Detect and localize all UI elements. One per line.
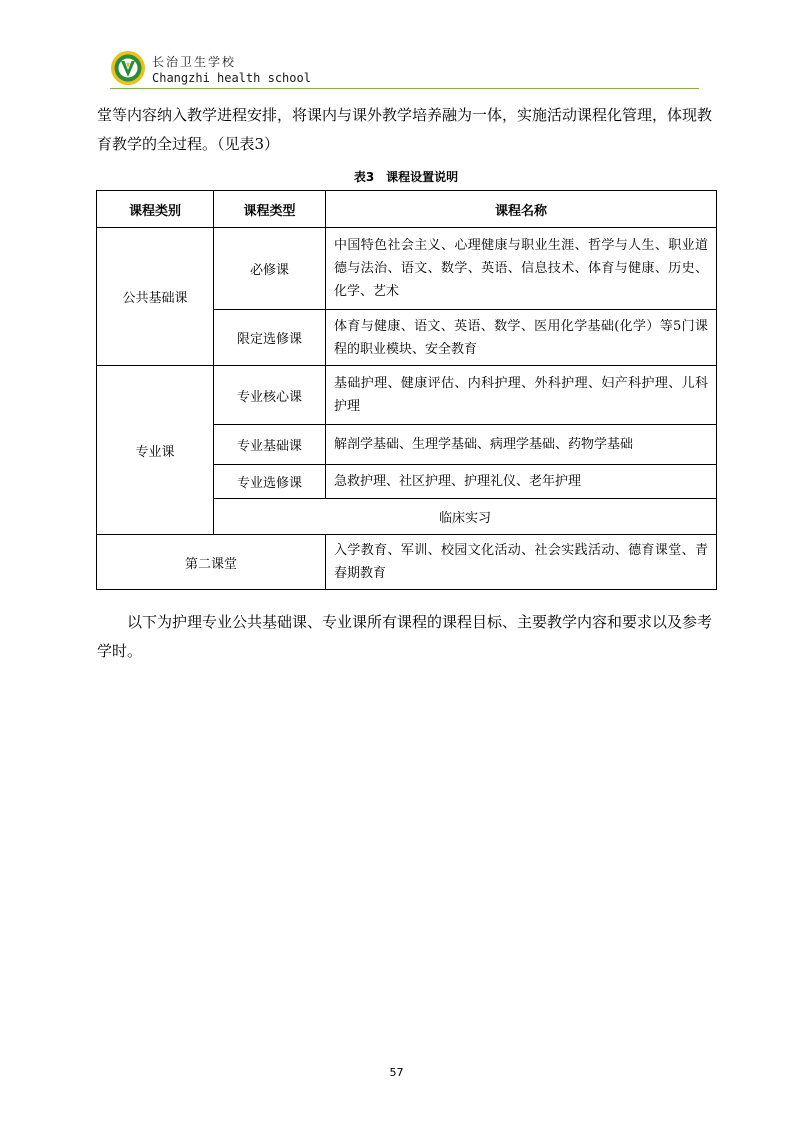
intro-paragraph: 堂等内容纳入教学进程安排，将课内与课外教学培养融为一体，实施活动课程化管理，体现教育教学的全过程。（见表3） <box>97 106 713 153</box>
page-number: 57 <box>389 1066 404 1079</box>
course-table <box>96 190 717 590</box>
type-cell: 专业核心课 <box>214 366 326 425</box>
closing-paragraph: 以下为护理专业公共基础课、专业课所有课程的课程目标、主要教学内容和要求以及参考学时。 <box>97 613 713 660</box>
header-divider <box>110 88 699 89</box>
table-row <box>97 228 717 310</box>
names-cell: 解剖学基础、生理学基础、病理学基础、药物学基础 <box>326 425 717 465</box>
header-names: 课程名称 <box>326 191 717 228</box>
names-cell: 中国特色社会主义、心理健康与职业生涯、哲学与人生、职业道德与法治、语文、数学、英语、信息技术、体育与健康、历史、化学、艺术 <box>326 228 717 310</box>
category-public: 公共基础课 <box>97 228 214 366</box>
header-category: 课程类别 <box>97 191 214 228</box>
table-row <box>97 366 717 425</box>
category-second: 第二课堂 <box>97 535 326 590</box>
table-header-row <box>97 191 717 228</box>
type-cell: 必修课 <box>214 228 326 310</box>
type-cell: 专业选修课 <box>214 465 326 499</box>
table-row <box>97 535 717 590</box>
page-header <box>110 50 700 92</box>
names-cell: 基础护理、健康评估、内科护理、外科护理、妇产科护理、儿科护理 <box>326 366 717 425</box>
names-cell: 入学教育、军训、校园文化活动、社会实践活动、德育课堂、青春期教育 <box>326 535 717 590</box>
practice-cell: 临床实习 <box>214 499 717 535</box>
header-type: 课程类型 <box>214 191 326 228</box>
names-cell: 急救护理、社区护理、护理礼仪、老年护理 <box>326 465 717 499</box>
category-professional: 专业课 <box>97 366 214 535</box>
school-logo-icon <box>110 50 146 86</box>
table-caption: 表3 课程设置说明 <box>353 170 459 184</box>
type-cell: 专业基础课 <box>214 425 326 465</box>
school-name-en: Changzhi health school <box>152 71 311 85</box>
names-cell: 体育与健康、语文、英语、数学、医用化学基础(化学）等5门课程的职业模块、安全教育 <box>326 310 717 366</box>
type-cell: 限定选修课 <box>214 310 326 366</box>
school-name-cn: 长治卫生学校 <box>152 55 237 69</box>
